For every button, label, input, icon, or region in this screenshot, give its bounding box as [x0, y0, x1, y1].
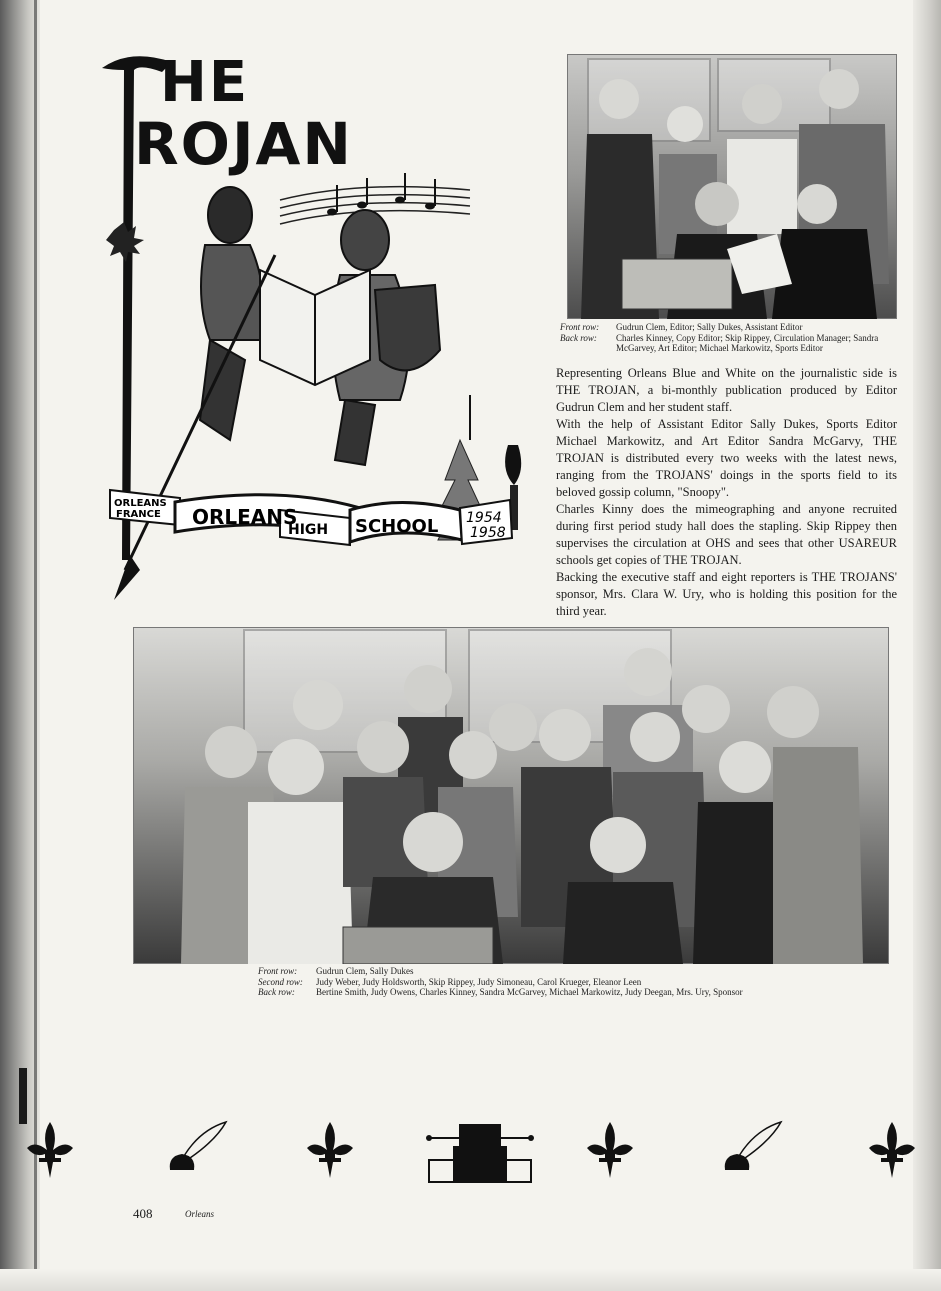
caption-back-text: Charles Kinney, Copy Editor; Skip Rippey, Circulation Manager; Sandra McGarvey, Art Editor; Michael Markowitz, Sports Editor: [616, 332, 879, 353]
page-edge-shadow: [913, 0, 941, 1291]
caption2-back-text: Bertine Smith, Judy Owens, Charles Kinney, Sandra McGarvey, Michael Markowitz, Judy Deegan, Mrs. Ury, Sponsor: [316, 987, 743, 997]
spine-mark: [19, 1068, 27, 1124]
article-paragraph-1: Representing Orleans Blue and White on the journalistic side is THE TROJAN, a bi-monthly publication produced by Editor Gudrun Clem and her student staff.: [556, 366, 897, 414]
full-staff-photo: [133, 627, 889, 964]
editorial-staff-photo: [567, 54, 897, 319]
caption-back-label: Back row:: [560, 332, 597, 343]
spine-line: [34, 0, 37, 1291]
article-paragraph-3: Charles Kinny does the mimeographing and anyone recruited during first period study hall does the stapling. Skip Rippey then supervises the circulation at OHS and sees that other USAREUR schools get copies of THE TROJAN.: [556, 502, 897, 567]
editorial-staff-caption: [560, 322, 910, 354]
caption2-front-label: Front row:: [258, 966, 298, 976]
caption2-second-label: Second row:: [258, 976, 303, 987]
inkwell-quill-icon: [160, 1120, 230, 1180]
bottom-shadow: [0, 1269, 941, 1291]
fleur-de-lis-icon: [585, 1120, 635, 1180]
article-paragraph-4: Backing the executive staff and eight reporters is THE TROJANS' sponsor, Mrs. Clara W. Ury, who is holding this position for the third year.: [556, 570, 897, 618]
caption-front-text: Gudrun Clem, Editor; Sally Dukes, Assistant Editor: [616, 322, 803, 332]
decorative-ornament-row: [25, 1120, 925, 1200]
section-name: Orleans: [185, 1209, 214, 1219]
typewriter-icon: [425, 1120, 535, 1185]
inkwell-quill-icon: [715, 1120, 785, 1180]
masthead-title-line1: HE: [160, 50, 250, 115]
full-staff-caption: [258, 966, 818, 998]
caption2-front-text: Gudrun Clem, Sally Dukes: [316, 966, 414, 976]
fleur-de-lis-icon: [305, 1120, 355, 1180]
banner-text-france: FRANCE: [116, 509, 161, 520]
caption2-second-text: Judy Weber, Judy Holdsworth, Skip Rippey, Judy Simoneau, Carol Krueger, Eleanor Leen: [316, 976, 642, 987]
banner-year-start: 1954: [466, 510, 502, 526]
banner-text-orleans: ORLEANS: [192, 505, 298, 529]
banner-year-end: 1958: [470, 525, 506, 541]
caption-front-label: Front row:: [560, 322, 600, 332]
banner-text-school: SCHOOL: [355, 516, 439, 537]
banner-text-high: HIGH: [288, 522, 329, 538]
banner-text-orleans-small: ORLEANS: [114, 498, 167, 509]
fleur-de-lis-icon: [867, 1120, 917, 1180]
article-paragraph-2: With the help of Assistant Editor Sally Dukes, Sports Editor Michael Markowitz, and Art Editor Sandra McGarvy, THE TROJAN is distributed every two weeks with the latest news, ranging from the TROJANS' doings in the sports field to its beloved gossip column, "Snoopy".: [556, 417, 897, 499]
caption2-back-label: Back row:: [258, 987, 295, 997]
fleur-de-lis-icon: [25, 1120, 75, 1180]
masthead-title-line2: ROJAN: [134, 110, 353, 178]
article-body: [556, 365, 897, 620]
trojan-masthead: [100, 40, 530, 605]
page-number: 408: [133, 1206, 153, 1221]
